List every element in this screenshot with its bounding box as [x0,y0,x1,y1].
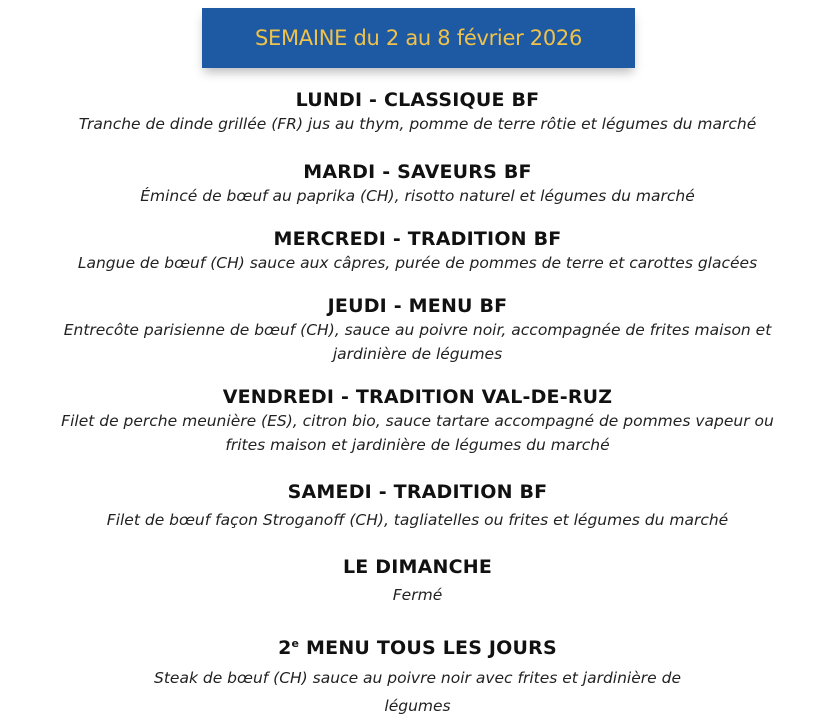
second-menu-number: 2 [278,637,292,659]
day-description: Émincé de bœuf au paprika (CH), risotto naturel et légumes du marché [140,187,695,205]
day-title: LE DIMANCHE [342,556,493,578]
second-menu-superscript: e [291,637,300,650]
day-saturday [0,480,835,532]
day-description: Entrecôte parisienne de bœuf (CH), sauce au poivre noir, accompagnée de frites maison et jardinière de légumes [63,321,772,363]
day-title: JEUDI - MENU BF [327,295,508,317]
day-description: Filet de bœuf façon Stroganoff (CH), tagliatelles ou frites et légumes du marché [106,511,729,529]
day-description: Langue de bœuf (CH) sauce aux câpres, purée de pommes de terre et carottes glacées [77,254,758,272]
day-tuesday [0,160,835,208]
second-menu [0,632,835,720]
week-label: SEMAINE du 2 au 8 février 2026 [254,26,583,50]
day-title: MERCREDI - TRADITION BF [273,228,562,250]
day-description: Fermé [392,586,443,604]
day-sunday [0,555,835,607]
day-title: SAMEDI - TRADITION BF [287,481,548,503]
second-menu-title [0,632,835,660]
day-monday [0,88,835,136]
second-menu-description: Steak de bœuf (CH) sauce au poivre noir avec frites et jardinière de légumes [154,669,681,715]
second-menu-label: MENU TOUS LES JOURS [306,637,557,659]
day-title: MARDI - SAVEURS BF [303,161,532,183]
day-wednesday [0,227,835,275]
day-thursday [0,294,835,366]
day-description: Filet de perche meunière (ES), citron bio, sauce tartare accompagné de pommes vapeur ou frites maison et jardinière de légumes du marché [61,412,774,454]
day-title: VENDREDI - TRADITION VAL-DE-RUZ [222,386,613,408]
day-title: LUNDI - CLASSIQUE BF [295,89,540,111]
day-friday [0,385,835,457]
day-description: Tranche de dinde grillée (FR) jus au thym, pomme de terre rôtie et légumes du marché [78,115,757,133]
week-banner [202,8,635,68]
